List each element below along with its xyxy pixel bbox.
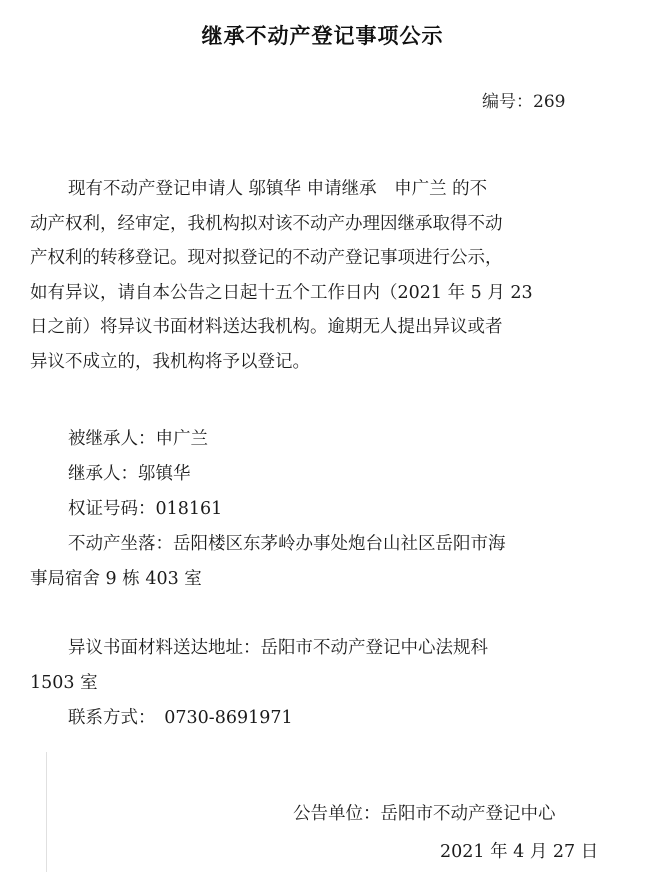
issuing-organization: 公告单位：岳阳市不动产登记中心 xyxy=(293,804,556,824)
decedent-field: 被继承人：申广兰 xyxy=(68,429,208,449)
body-line: 动产权利，经审定，我机构拟对该不动产办理因继承取得不动 xyxy=(30,213,503,234)
objection-address-field: 异议书面材料送达地址：岳阳市不动产登记中心法规科 xyxy=(68,638,488,658)
document-number: 编号：269 xyxy=(482,92,566,112)
body-line: 异议不成立的，我机构将予以登记。 xyxy=(30,351,310,372)
contact-field: 联系方式： 0730-8691971 xyxy=(68,708,293,728)
scan-margin-line xyxy=(46,752,47,872)
body-line xyxy=(30,172,630,207)
heir-field: 继承人：邬镇华 xyxy=(68,464,191,484)
notice-body xyxy=(30,172,630,379)
body-line: 产权利的转移登记。现对拟登记的不动产登记事项进行公示， xyxy=(30,248,503,268)
property-location-field: 不动产坐落：岳阳楼区东茅岭办事处炮台山社区岳阳市海 xyxy=(68,534,506,554)
body-line: 日之前）将异议书面材料送达我机构。逾期无人提出异议或者 xyxy=(30,317,503,337)
issue-date: 2021 年 4 月 27 日 xyxy=(440,842,599,862)
objection-address-continued: 1503 室 xyxy=(30,673,98,693)
property-location-continued: 事局宿舍 9 栋 403 室 xyxy=(30,569,202,589)
document-title: 继承不动产登记事项公示 xyxy=(201,24,444,48)
section-spacer xyxy=(30,597,630,631)
certificate-number-field: 权证号码：018161 xyxy=(68,499,223,519)
body-line: 如有异议，请自本公告之日起十五个工作日内（2021 年 5 月 23 xyxy=(30,282,533,303)
body-line-text: 现有不动产登记申请人 邬镇华 申请继承 申广兰 的不 xyxy=(68,179,488,199)
notice-fields xyxy=(30,422,630,736)
